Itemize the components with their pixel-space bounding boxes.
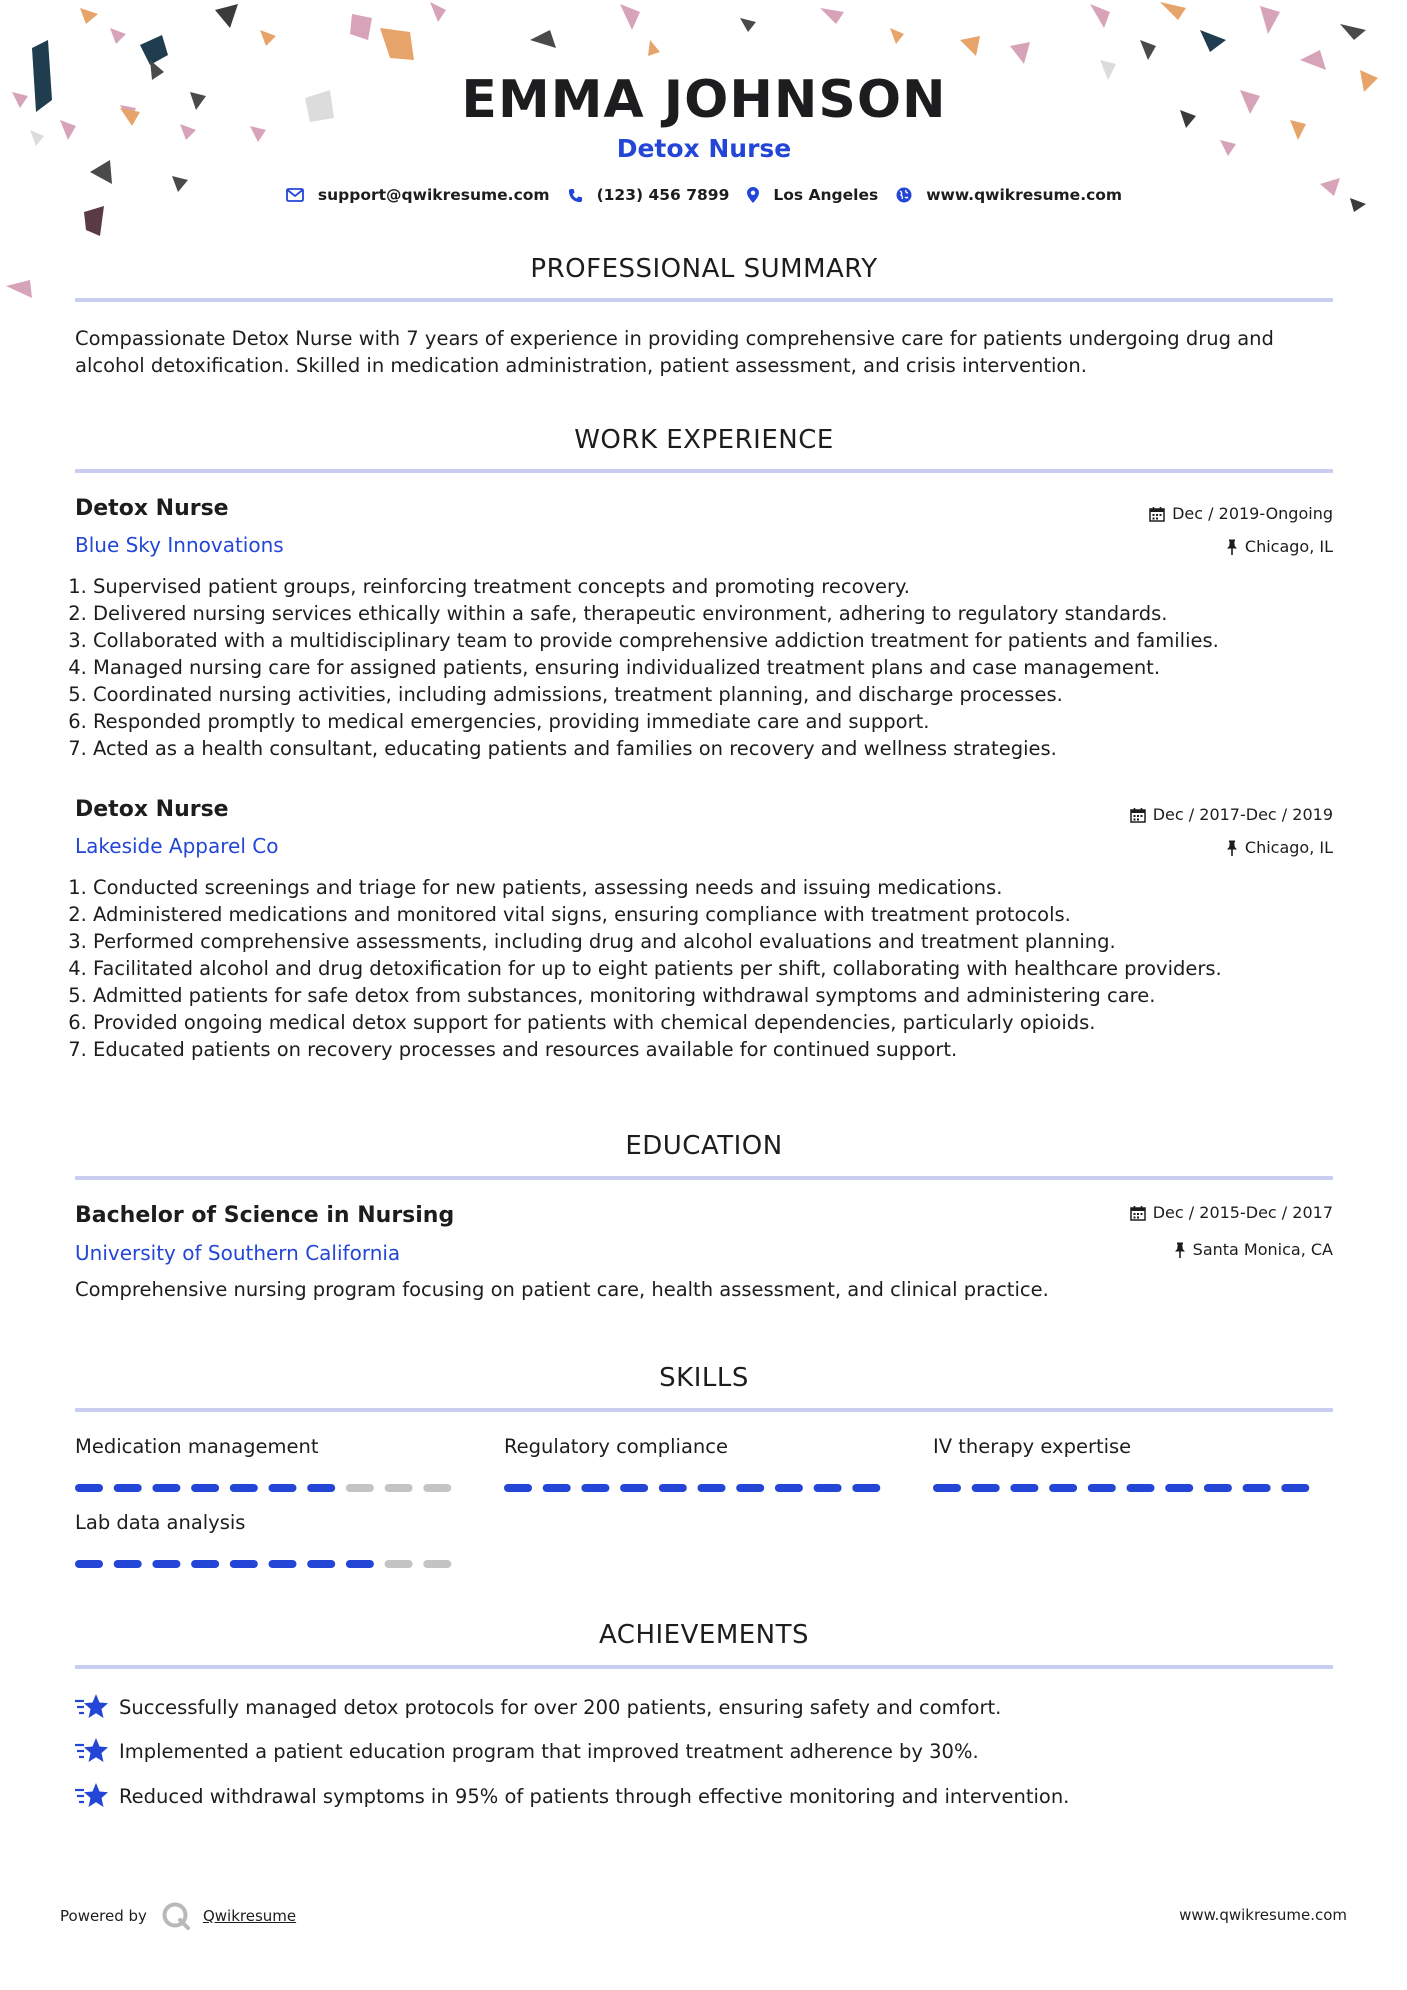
skill-segment-filled — [269, 1484, 297, 1492]
skill-segment-filled — [230, 1560, 258, 1568]
calendar-icon — [1130, 807, 1146, 823]
skill-3-name: IV therapy expertise — [933, 1435, 1132, 1458]
footer-website[interactable]: www.qwikresume.com — [1179, 1906, 1347, 1924]
calendar-icon — [1149, 506, 1165, 522]
skill-2-bar — [504, 1483, 884, 1493]
contact-phone[interactable] — [568, 186, 730, 204]
achievement-text: Reduced withdrawal symptoms in 95% of patients through effective monitoring and intervention. — [119, 1784, 1070, 1808]
job-1-title: Detox Nurse — [75, 496, 229, 521]
list-item: 3. Collaborated with a multidisciplinary team to provide comprehensive addiction treatment for patients and families. — [93, 627, 1351, 654]
skill-segment-filled — [191, 1560, 219, 1568]
skill-segment-filled — [698, 1484, 726, 1492]
skill-segment-filled — [152, 1484, 180, 1492]
list-item: 1. Supervised patient groups, reinforcing treatment concepts and promoting recovery. — [93, 573, 1351, 600]
skill-segment-filled — [775, 1484, 803, 1492]
education-divider — [75, 1176, 1333, 1180]
skill-segment-filled — [114, 1484, 142, 1492]
achievement-item — [75, 1692, 1001, 1722]
skill-segment-filled — [230, 1484, 258, 1492]
footer-powered-by — [60, 1901, 296, 1931]
list-item: 3. Performed comprehensive assessments, including drug and alcohol evaluations and treatment planning. — [93, 928, 1351, 955]
skill-1-bar — [75, 1483, 455, 1493]
experience-heading: WORK EXPERIENCE — [574, 425, 834, 455]
skill-segment-filled — [191, 1484, 219, 1492]
envelope-icon — [286, 188, 304, 202]
calendar-icon — [1130, 1205, 1146, 1221]
education-school[interactable]: University of Southern California — [75, 1241, 401, 1265]
list-item: 7. Educated patients on recovery processes and resources available for continued support. — [93, 1036, 1351, 1063]
job-1-location — [1226, 537, 1333, 556]
skill-segment-empty — [385, 1484, 413, 1492]
skill-segment-filled — [152, 1560, 180, 1568]
job-1-dates — [1149, 504, 1333, 523]
skill-segment-filled — [581, 1484, 609, 1492]
achievements-heading: ACHIEVEMENTS — [598, 1620, 810, 1650]
list-item: 6. Responded promptly to medical emergencies, providing immediate care and support. — [93, 708, 1351, 735]
star-icon — [75, 1781, 109, 1811]
skill-segment-empty — [346, 1484, 374, 1492]
skill-segment-filled — [1049, 1484, 1077, 1492]
job-2-dates — [1130, 805, 1333, 824]
education-degree: Bachelor of Science in Nursing — [75, 1203, 455, 1228]
list-item: 4. Managed nursing care for assigned patients, ensuring individualized treatment plans and case management. — [93, 654, 1351, 681]
list-item: 5. Admitted patients for safe detox from substances, monitoring withdrawal symptoms and administering care. — [93, 982, 1351, 1009]
education-location-text: Santa Monica, CA — [1192, 1240, 1333, 1259]
candidate-name: EMMA JOHNSON — [461, 70, 947, 130]
skills-divider — [75, 1408, 1333, 1412]
skill-segment-filled — [659, 1484, 687, 1492]
skill-segment-filled — [75, 1484, 103, 1492]
achievements-divider — [75, 1665, 1333, 1669]
list-item: 2. Delivered nursing services ethically within a safe, therapeutic environment, adhering to regulatory standards. — [93, 600, 1351, 627]
skill-segment-filled — [543, 1484, 571, 1492]
pushpin-icon — [1226, 539, 1238, 555]
list-item: 7. Acted as a health consultant, educating patients and families on recovery and wellness strategies. — [93, 735, 1351, 762]
skill-segment-filled — [75, 1560, 103, 1568]
education-description: Comprehensive nursing program focusing on patient care, health assessment, and clinical practice. — [75, 1278, 1049, 1301]
star-icon — [75, 1736, 109, 1766]
education-location — [1174, 1240, 1333, 1259]
list-item: 6. Provided ongoing medical detox support for patients with chemical dependencies, particularly opioids. — [93, 1009, 1351, 1036]
skill-segment-filled — [1243, 1484, 1271, 1492]
job-2-title: Detox Nurse — [75, 797, 229, 822]
skill-segment-filled — [972, 1484, 1000, 1492]
skill-1-name: Medication management — [75, 1435, 319, 1458]
job-2-location-text: Chicago, IL — [1244, 838, 1333, 857]
qwikresume-logo-icon — [161, 1901, 191, 1931]
job-1-company[interactable]: Blue Sky Innovations — [75, 533, 284, 557]
achievement-item — [75, 1781, 1069, 1811]
skill-segment-filled — [307, 1484, 335, 1492]
skill-segment-filled — [852, 1484, 880, 1492]
education-dates — [1130, 1203, 1333, 1222]
skill-segment-filled — [269, 1560, 297, 1568]
achievement-text: Successfully managed detox protocols for over 200 patients, ensuring safety and comfort. — [119, 1695, 1002, 1719]
skill-segment-empty — [423, 1560, 451, 1568]
pushpin-icon — [1226, 840, 1238, 856]
skill-segment-filled — [620, 1484, 648, 1492]
job-2-company[interactable]: Lakeside Apparel Co — [75, 834, 279, 858]
qwikresume-link[interactable]: Qwikresume — [202, 1907, 297, 1925]
skill-4-name: Lab data analysis — [75, 1511, 246, 1534]
skill-segment-filled — [307, 1560, 335, 1568]
contact-website[interactable] — [896, 186, 1122, 204]
list-item: 1. Conducted screenings and triage for new patients, assessing needs and issuing medications. — [93, 874, 1351, 901]
experience-divider — [75, 469, 1333, 473]
skill-segment-filled — [1088, 1484, 1116, 1492]
powered-by-label: Powered by — [60, 1907, 147, 1925]
job-2-location — [1226, 838, 1333, 857]
contact-bar — [75, 186, 1333, 204]
achievement-item — [75, 1736, 979, 1766]
job-1-location-text: Chicago, IL — [1244, 537, 1333, 556]
skill-segment-filled — [1010, 1484, 1038, 1492]
summary-divider — [75, 298, 1333, 302]
map-pin-icon — [747, 187, 759, 203]
skill-3-bar — [933, 1483, 1313, 1493]
skill-segment-empty — [423, 1484, 451, 1492]
job-title-heading: Detox Nurse — [616, 134, 792, 163]
skill-segment-filled — [1204, 1484, 1232, 1492]
job-2-bullets — [75, 874, 1351, 1063]
globe-icon — [896, 187, 912, 203]
skill-segment-filled — [933, 1484, 961, 1492]
skill-segment-filled — [736, 1484, 764, 1492]
star-icon — [75, 1692, 109, 1722]
contact-email-text: support@qwikresume.com — [317, 186, 550, 204]
contact-website-text: www.qwikresume.com — [926, 186, 1123, 204]
summary-text: Compassionate Detox Nurse with 7 years of experience in providing comprehensive care for patients undergoing drug and alcohol detoxification. Skilled in medication administration, patient assessment, and crisis intervention. — [75, 327, 1274, 377]
list-item: 5. Coordinated nursing activities, including admissions, treatment planning, and discharge processes. — [93, 681, 1351, 708]
job-1-bullets — [75, 573, 1351, 762]
skill-4-bar — [75, 1559, 455, 1569]
pushpin-icon — [1174, 1242, 1186, 1258]
skill-segment-filled — [1165, 1484, 1193, 1492]
skill-segment-filled — [1127, 1484, 1155, 1492]
skill-segment-filled — [114, 1560, 142, 1568]
contact-location — [747, 186, 878, 204]
skill-segment-filled — [814, 1484, 842, 1492]
skill-segment-empty — [385, 1560, 413, 1568]
list-item: 4. Facilitated alcohol and drug detoxification for up to eight patients per shift, collaborating with healthcare providers. — [93, 955, 1351, 982]
education-heading: EDUCATION — [625, 1131, 783, 1161]
education-dates-text: Dec / 2015-Dec / 2017 — [1152, 1203, 1333, 1222]
skill-segment-filled — [1281, 1484, 1309, 1492]
skill-segment-filled — [504, 1484, 532, 1492]
summary-heading: PROFESSIONAL SUMMARY — [530, 254, 878, 284]
list-item: 2. Administered medications and monitored vital signs, ensuring compliance with treatment protocols. — [93, 901, 1351, 928]
achievement-text: Implemented a patient education program that improved treatment adherence by 30%. — [119, 1739, 979, 1763]
job-1-dates-text: Dec / 2019-Ongoing — [1172, 504, 1333, 523]
skill-segment-filled — [346, 1560, 374, 1568]
contact-email[interactable] — [286, 186, 550, 204]
phone-icon — [568, 188, 583, 203]
contact-phone-text: (123) 456 7899 — [596, 186, 730, 204]
skill-2-name: Regulatory compliance — [504, 1435, 728, 1458]
skills-heading: SKILLS — [659, 1363, 749, 1393]
job-2-dates-text: Dec / 2017-Dec / 2019 — [1152, 805, 1333, 824]
contact-location-text: Los Angeles — [773, 186, 879, 204]
